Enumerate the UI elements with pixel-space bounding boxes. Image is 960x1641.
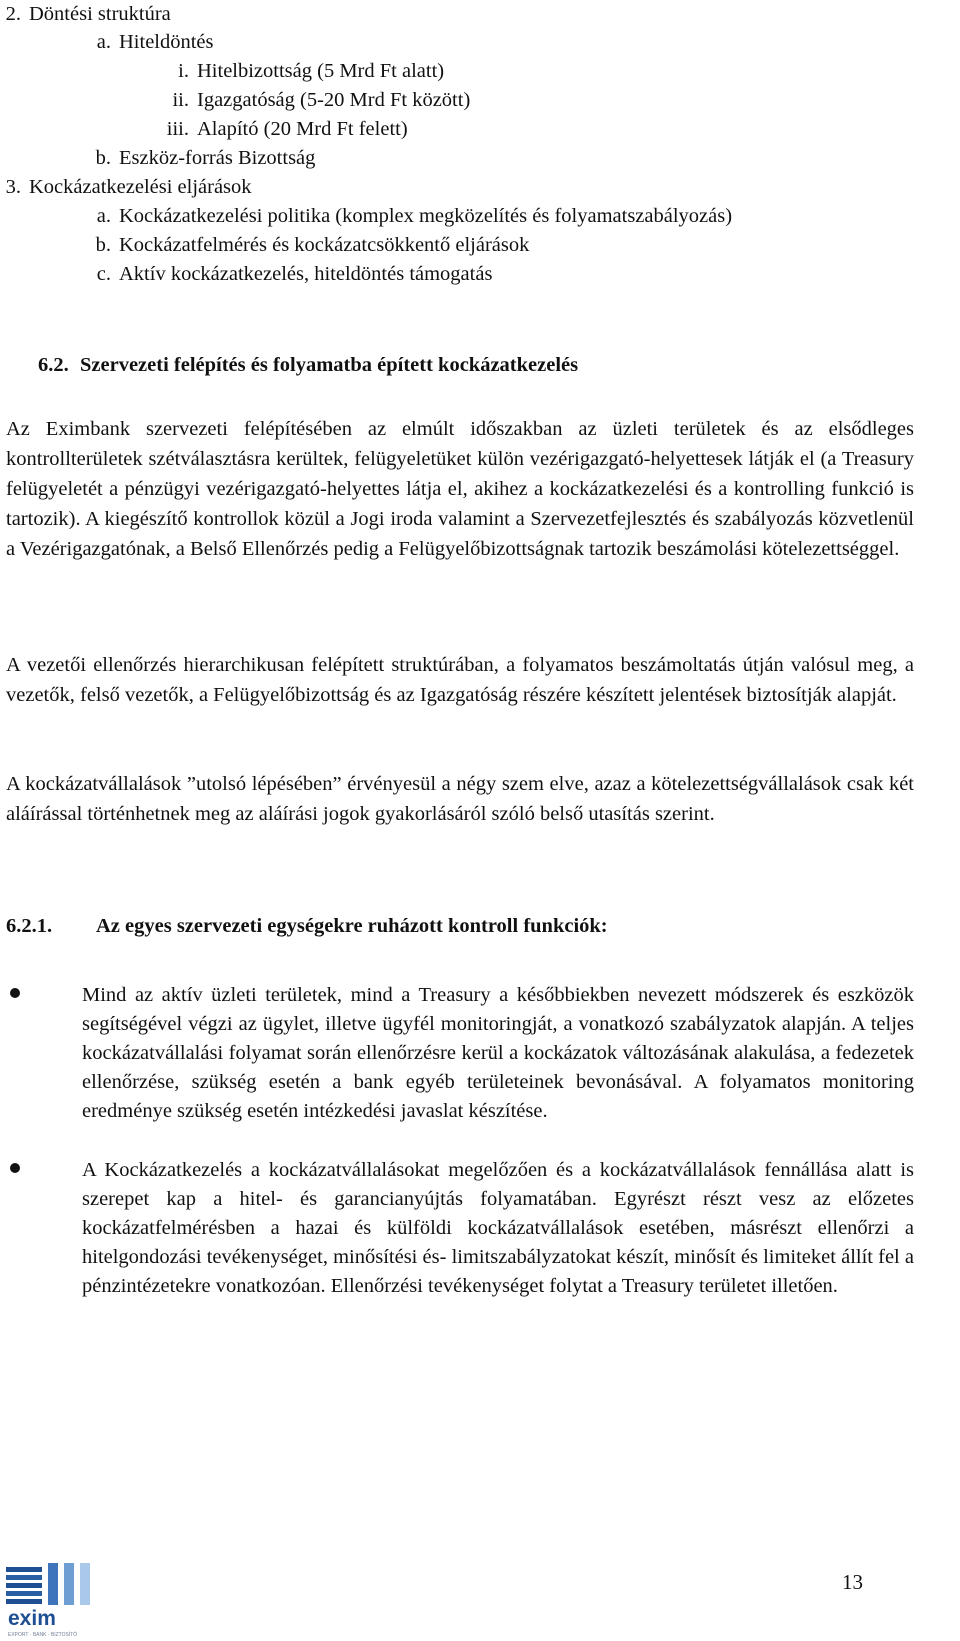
outline-marker: iii. [166, 118, 189, 140]
section-number: 6.2. [38, 354, 69, 376]
exim-logo [6, 1563, 98, 1639]
outline-item [166, 115, 408, 143]
body-paragraph: A kockázatvállalások ”utolsó lépésében” érvényesül a négy szem elve, azaz a kötelezettségvállalások csak két aláírással történhetnek meg az aláírási jogok gyakorlásáról szóló belső utasítás szerint. [6, 773, 914, 825]
outline-text: Hitelbizottság (5 Mrd Ft alatt) [197, 60, 445, 82]
outline-item [96, 260, 493, 288]
outline-marker: c. [96, 263, 111, 285]
logo-tagline: EXPORT · BANK · BIZTOSÍTÓ [8, 1632, 78, 1638]
subsection-title: Az egyes szervezeti egységekre ruházott kontroll funkciók: [96, 915, 608, 937]
body-paragraph: A vezetői ellenőrzés hierarchikusan felépített struktúrában, a folyamatos beszámoltatás útján valósul meg, a vezetők, felső vezetők, a Felügyelőbizottság és az Igazgatóság részére készített jelentések biztosítják alapját. [6, 654, 914, 706]
outline-marker: 2. [5, 3, 21, 25]
bullet-paragraph: A Kockázatkezelés a kockázatvállalásokat megelőzően és a kockázatvállalások fennállása alatt is szerepet kap a hitel- és garancianyújtás folyamatában. Egyrészt részt vesz az előzetes kockázatfelmérésben a hazai és külföldi kockázatvállalások esetében, másrészt ellenőrzi a hitelgondozási tevékenységet, minősítési és- limitszabályzatokat készít, minősít és limiteket állít fel a pénzintézetekre vonatkozóan. Ellenőrzési tevékenységet folytat a Treasury területet illetően. [82, 1159, 914, 1298]
outline-marker: b. [95, 234, 111, 256]
outline-text: Kockázatkezelési politika (komplex megközelítés és folyamatszabályozás) [119, 205, 733, 227]
outline-text: Alapító (20 Mrd Ft felett) [197, 118, 408, 140]
outline-marker: a. [96, 205, 111, 227]
outline-item [96, 202, 733, 230]
subsection-number: 6.2.1. [6, 915, 53, 937]
outline-item [178, 57, 445, 85]
outline-item [5, 173, 252, 201]
logo-wordmark: exim [8, 1607, 56, 1630]
outline-item [95, 231, 530, 259]
outline-marker: i. [178, 60, 189, 82]
outline-text: Kockázatfelmérés és kockázatcsökkentő eljárások [119, 234, 530, 256]
outline-item [95, 144, 316, 172]
outline-text: Döntési struktúra [29, 3, 171, 25]
outline-marker: b. [95, 147, 111, 169]
outline-marker: ii. [172, 89, 189, 111]
outline-text: Igazgatóság (5-20 Mrd Ft között) [197, 89, 471, 111]
bullet-icon [10, 1163, 20, 1173]
outline-marker: a. [96, 31, 111, 53]
page-number: 13 [842, 1570, 863, 1594]
bullet-icon [10, 988, 20, 998]
section-title: Szervezeti felépítés és folyamatba épített kockázatkezelés [80, 354, 579, 376]
outline-marker: 3. [5, 176, 21, 198]
outline-text: Hiteldöntés [119, 31, 214, 53]
outline-text: Eszköz-forrás Bizottság [119, 147, 316, 169]
bullet-paragraph: Mind az aktív üzleti területek, mind a Treasury a későbbiekben nevezett módszerek és eszközök segítségével végzi az ügylet, illetve ügyfél monitoringját, a vonatkozó szabályzatok alapján. A teljes kockázatvállalási folyamat során ellenőrzésre kerül a kockázatok változásának alakulása, a fedezetek ellenőrzése, szükség esetén a bank egyéb területeinek bevonásával. A folyamatos monitoring eredménye szükség esetén intézkedési javaslat készítése. [82, 984, 914, 1123]
outline-item [96, 28, 214, 56]
outline-item [5, 0, 171, 28]
outline-text: Aktív kockázatkezelés, hiteldöntés támogatás [119, 263, 493, 285]
outline-item [172, 86, 471, 114]
outline-text: Kockázatkezelési eljárások [29, 176, 252, 198]
body-paragraph: Az Eximbank szervezeti felépítésében az elmúlt időszakban az üzleti területek és az elsődleges kontrollterületek szétválasztásra kerültek, felügyeletüket külön vezérigazgató-helyettesek látják el (a Treasury felügyeletét a pénzügyi vezérigazgató-helyettes látja el, akihez a kockázatkezelési és a kontrolling funkció is tartozik). A kiegészítő kontrollok közül a Jogi iroda valamint a Szervezetfejlesztés és szabályozás közvetlenül a Vezérigazgatónak, a Belső Ellenőrzés pedig a Felügyelőbizottságnak tartozik beszámolási kötelezettséggel. [6, 418, 914, 560]
